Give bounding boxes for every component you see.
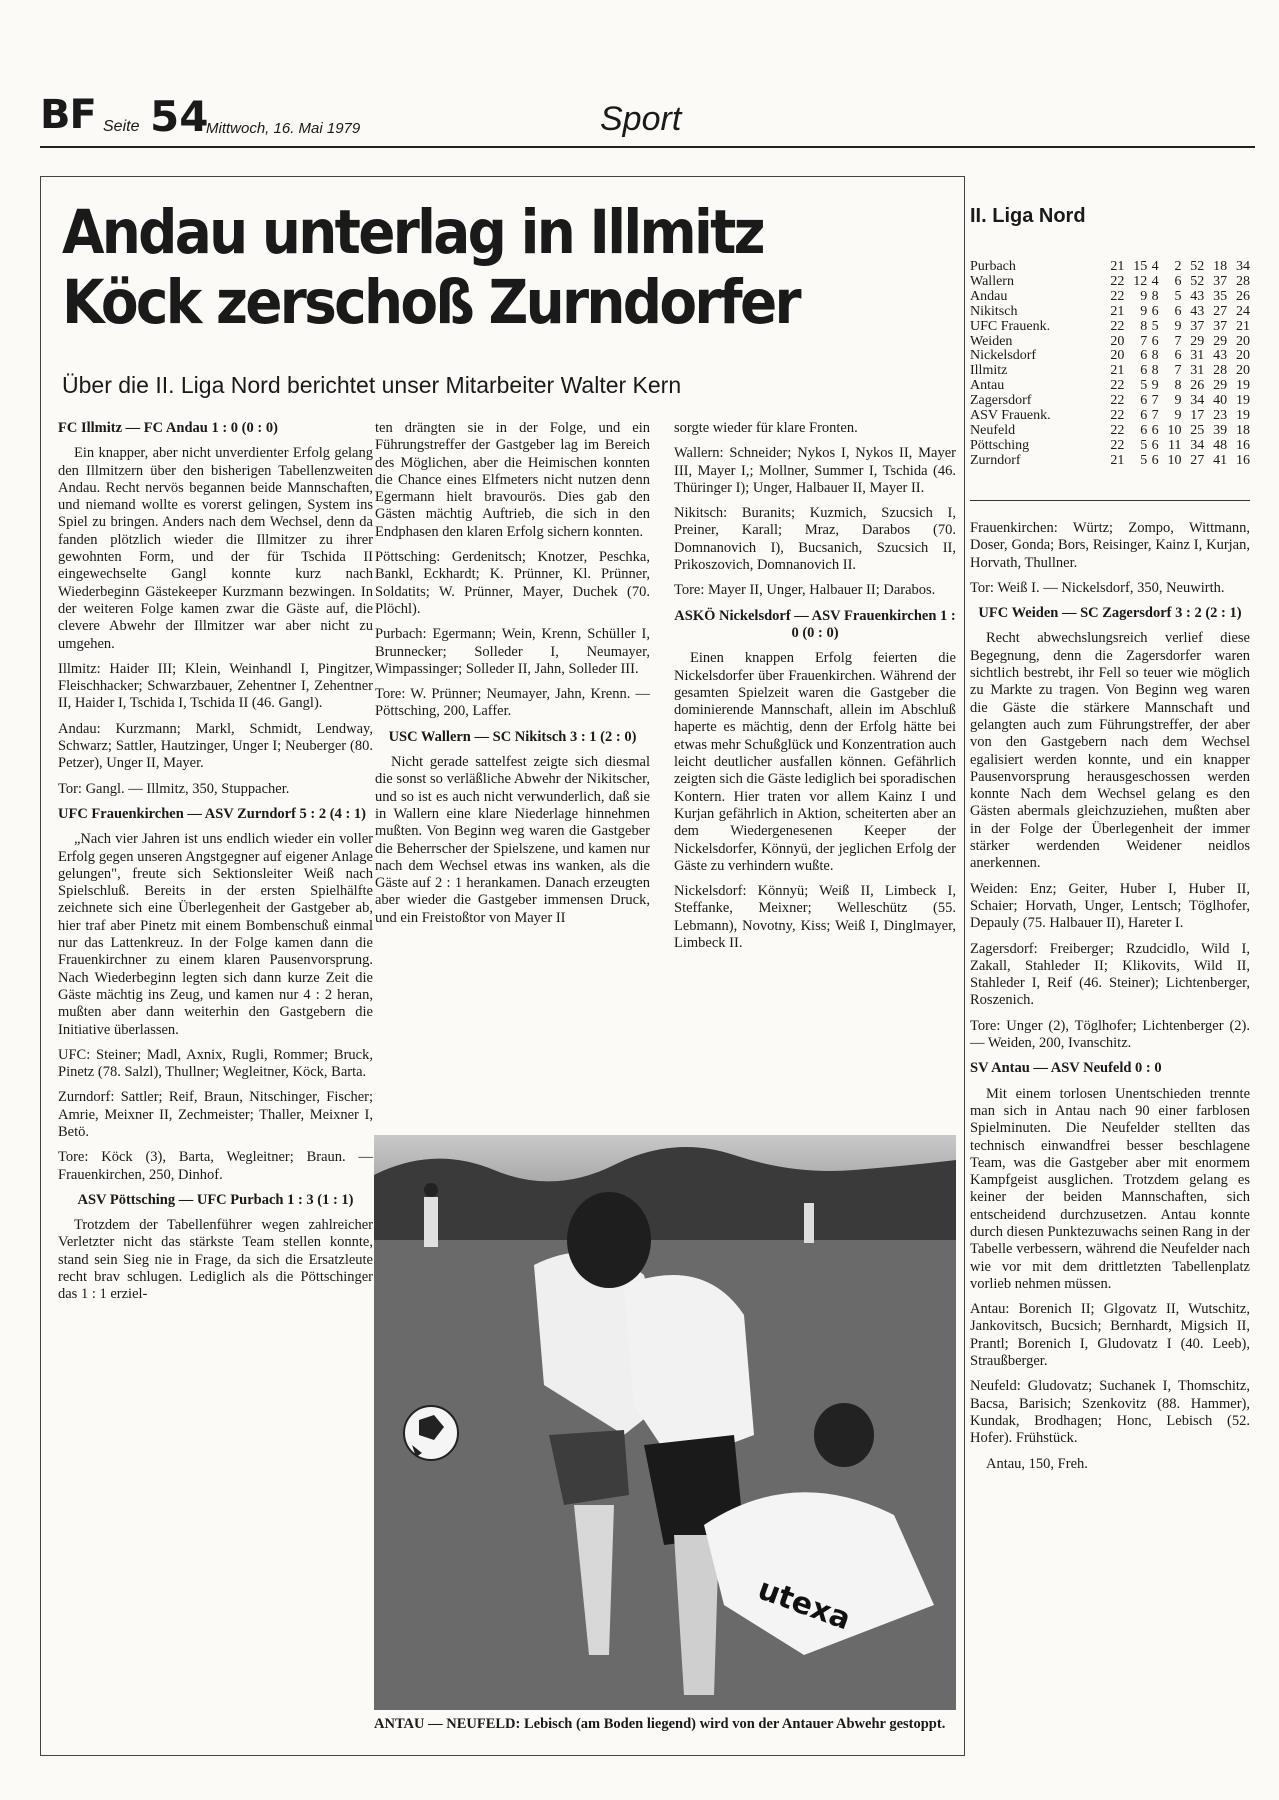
table-cell: 8	[1151, 363, 1159, 379]
table-row	[970, 335, 1250, 350]
team-name: Nickelsdorf	[970, 348, 1037, 364]
column-4	[970, 520, 1250, 1481]
team-name: Andau	[970, 288, 1008, 304]
table-row	[970, 424, 1250, 439]
newspaper-logo: BF	[40, 92, 96, 138]
table-cell: 29	[1190, 333, 1205, 349]
lineup: Pöttsching: Gerdenitsch; Knotzer, Peschka, Bankl, Eckhardt; K. Prünner, Kl. Prünner, Soldatits; W. Prünner, Mayer, Duchek (70. Plöchl).	[375, 549, 650, 617]
team-name: Wallern	[970, 273, 1014, 289]
venue-line: Antau, 150, Freh.	[986, 1455, 1088, 1472]
table-cell: 5	[1140, 437, 1148, 453]
team-name: UFC Frauenk.	[970, 318, 1051, 334]
goals-line: Tore: W. Prünner; Neumayer, Jahn, Krenn. — Pöttsching, 200, Laffer.	[375, 686, 650, 720]
table-cell: 12	[1133, 273, 1148, 289]
team-name: Pöttsching	[970, 437, 1030, 453]
table-cell: 24	[1236, 303, 1250, 319]
table-cell: 20	[1110, 333, 1125, 349]
table-cell: 9	[1174, 318, 1182, 334]
table-cell: 6	[1174, 348, 1182, 364]
headline-line-2: Köck zerschoß Zurndorfer	[62, 267, 799, 338]
table-cell: 27	[1213, 303, 1228, 319]
table-cell: 9	[1140, 288, 1148, 304]
table-cell: 43	[1190, 288, 1205, 304]
match-heading: SV Antau — ASV Neufeld 0 : 0	[970, 1060, 1162, 1077]
goals-line: Tore: Unger (2), Töglhofer; Lichtenberger (2). — Weiden, 200, Ivanschitz.	[970, 1017, 1250, 1052]
table-cell: 22	[1110, 393, 1125, 409]
table-row	[970, 275, 1250, 290]
table-cell: 6	[1151, 422, 1159, 438]
table-cell: 5	[1140, 378, 1148, 394]
table-cell: 28	[1213, 363, 1228, 379]
column-1	[58, 420, 373, 1312]
match-heading: UFC Frauenkirchen — ASV Zurndorf 5 : 2 (4 : 1)	[58, 805, 366, 822]
table-cell: 22	[1110, 273, 1125, 289]
lineup: Nickelsdorf: Könnyü; Weiß II, Limbeck I, Steffanke, Meixner; Welleschütz (55. Lebmann), Novotny, Kiss; Weiß I, Dinglmayer, Limbeck II.	[674, 883, 956, 952]
table-cell: 6	[1151, 303, 1159, 319]
team-name: Neufeld	[970, 422, 1016, 438]
table-cell: 5	[1151, 318, 1159, 334]
table-cell: 34	[1190, 437, 1205, 453]
match-report: ten drängten sie in der Folge, und ein Führungstreffer der Gastgeber lag im Bereich des Möglichen, aber die Heimischen konnten die Chance eines Elfmeters nicht nutzen denn Egermann hielt bravourös. Dies gab den Gästen mächtig Auftrieb, die sich in den Endphasen den klaren Erfolg sichern konnten.	[375, 420, 650, 540]
table-row	[970, 409, 1250, 424]
header-rule	[40, 146, 1255, 148]
table-cell: 6	[1140, 348, 1148, 364]
table-row	[970, 320, 1250, 335]
table-row	[970, 260, 1250, 275]
lineup: Wallern: Schneider; Nykos I, Nykos II, Mayer III, Mayer I,; Mollner, Summer I, Tschida (46. Thüringer I); Unger, Halbauer II, Mayer II.	[674, 445, 956, 496]
match-heading: FC Illmitz — FC Andau 1 : 0 (0 : 0)	[58, 420, 278, 436]
table-cell: 48	[1213, 437, 1228, 453]
table-cell: 7	[1151, 408, 1159, 424]
table-cell: 4	[1151, 273, 1159, 289]
table-cell: 6	[1151, 437, 1159, 453]
table-cell: 7	[1174, 333, 1182, 349]
table-cell: 21	[1110, 303, 1125, 319]
table-cell: 22	[1110, 422, 1125, 438]
match-heading: ASV Pöttsching — UFC Purbach 1 : 3 (1 : 1)	[77, 1191, 354, 1208]
goals-line: Tore: Mayer II, Unger, Halbauer II; Darabos.	[674, 582, 936, 599]
match-photo	[374, 1135, 956, 1710]
table-cell: 4	[1151, 259, 1159, 274]
table-cell: 6	[1140, 363, 1148, 379]
team-name: Weiden	[970, 333, 1013, 349]
table-cell: 6	[1140, 408, 1148, 424]
table-cell: 22	[1110, 288, 1125, 304]
table-cell: 22	[1110, 318, 1125, 334]
table-cell: 9	[1151, 378, 1159, 394]
table-cell: 31	[1190, 363, 1205, 379]
table-row	[970, 454, 1250, 469]
lineup: Antau: Borenich II; Glgovatz II, Wutschitz, Jankovitsch, Bucsich; Bernhardt, Migsich II, Prantl; Borenich I, Gludovatz I (40. Leeb), Straußberger.	[970, 1301, 1250, 1370]
lineup: Illmitz: Haider III; Klein, Weinhandl I, Pingitzer, Fleischhacker; Schwarzbauer, Zehentner I, Zehentner II, Haider I, Tschida I, Tschida II (46. Gangl).	[58, 660, 373, 712]
team-name: Antau	[970, 378, 1005, 394]
table-cell: 6	[1174, 303, 1182, 319]
table-cell: 9	[1174, 408, 1182, 424]
table-cell: 15	[1133, 259, 1148, 274]
table-cell: 26	[1236, 288, 1250, 304]
table-cell: 5	[1174, 288, 1182, 304]
table-row	[970, 349, 1250, 364]
table-cell: 34	[1236, 259, 1250, 274]
table-cell: 2	[1174, 259, 1182, 274]
table-row	[970, 364, 1250, 379]
table-cell: 21	[1110, 452, 1125, 468]
table-cell: 43	[1213, 348, 1228, 364]
table-cell: 35	[1213, 288, 1228, 304]
table-cell: 11	[1167, 437, 1182, 453]
page-number: 54	[150, 92, 209, 141]
section-title: Sport	[600, 100, 682, 138]
match-report: Ein knapper, aber nicht unverdienter Erfolg gelang den Illmitzern über den bisherigen Tabellenzweiten Andau. Recht nervös begannen beide Mannschaften, und niemand wollte es vorerst gelingen, System ins Spiel zu bringen. Anders nach dem Wechsel, denn da fanden plötzlich wieder die Illmitzer zu ihrer gewohnten Form, und der für Tschida II eingewechselte Gangl konnte kurz nach Wiederbeginn Gästekeeper Kurzmann bezwingen. In der weiteren Folge kamen zwar die Gäste auf, die clevere Abwehr der Illmitzer war aber nicht zu umgehen.	[58, 445, 373, 652]
football-photo-illustration	[374, 1135, 956, 1710]
table-cell: 20	[1236, 348, 1250, 364]
lineup: Zagersdorf: Freiberger; Rzudcidlo, Wild I, Zakall, Stahleder II; Klikovits, Wild II, Stahleder I, Reif (46. Steiner); Lichtenberger, Roszenich.	[970, 940, 1250, 1009]
table-cell: 31	[1190, 348, 1205, 364]
table-cell: 18	[1213, 259, 1228, 274]
table-cell: 22	[1110, 378, 1125, 394]
table-cell: 16	[1236, 452, 1250, 468]
table-rule	[970, 500, 1250, 501]
team-name: Nikitsch	[970, 303, 1018, 319]
table-row	[970, 394, 1250, 409]
column-3	[674, 420, 956, 960]
page-label: Seite	[103, 118, 140, 135]
subheadline: Über die II. Liga Nord berichtet unser Mitarbeiter Walter Kern	[62, 372, 682, 398]
team-name: Zurndorf	[970, 452, 1021, 468]
match-report: Mit einem torlosen Unentschieden trennte man sich in Antau nach 90 einer farblosen Spielminuten. Die Neufelder stellten das technisch einwandfrei besser beschlagene Team, was die Gastgeber aber mit enormem Kampfgeist ausglichen. Trotzdem gelang es keiner der beiden Mannschaften, sich entscheidend durchzusetzen. Antau konnte durch diesen Punktezuwachs seinen Rang in der Tabelle verbessern, während die Neufelder nach wie vor mit dem drittletzten Tabellenplatz vorlieb nehmen müssen.	[970, 1085, 1250, 1292]
league-table	[970, 260, 1250, 469]
table-row	[970, 305, 1250, 320]
table-cell: 37	[1213, 318, 1228, 334]
table-cell: 40	[1213, 393, 1228, 409]
team-name: Zagersdorf	[970, 393, 1032, 409]
table-cell: 20	[1110, 348, 1125, 364]
table-cell: 39	[1213, 422, 1228, 438]
table-cell: 52	[1190, 273, 1205, 289]
team-name: Purbach	[970, 259, 1016, 274]
table-cell: 10	[1167, 422, 1182, 438]
table-cell: 28	[1236, 273, 1250, 289]
table-cell: 6	[1151, 333, 1159, 349]
goals-line: Tor: Weiß I. — Nickelsdorf, 350, Neuwirth.	[970, 579, 1225, 596]
table-cell: 19	[1236, 378, 1250, 394]
table-cell: 6	[1140, 422, 1148, 438]
lineup: Neufeld: Gludovatz; Suchanek I, Thomschitz, Bacsa, Barisich; Szenkovitz (88. Hammer), Kundak, Brodhagen; Honc, Lebisch (52. Hofer). Frühstück.	[970, 1378, 1250, 1447]
table-row	[970, 439, 1250, 454]
lineup: Weiden: Enz; Geiter, Huber I, Huber II, Schaier; Horvath, Unger, Lentsch; Töglhofer, Depauly (75. Halbauer II), Hareter I.	[970, 880, 1250, 932]
table-cell: 8	[1174, 378, 1182, 394]
table-cell: 52	[1190, 259, 1205, 274]
table-cell: 22	[1110, 408, 1125, 424]
column-2	[375, 420, 650, 935]
table-cell: 34	[1190, 393, 1205, 409]
table-cell: 37	[1213, 273, 1228, 289]
table-cell: 7	[1174, 363, 1182, 379]
issue-date: Mittwoch, 16. Mai 1979	[206, 120, 361, 137]
table-cell: 22	[1110, 437, 1125, 453]
table-cell: 9	[1174, 393, 1182, 409]
table-cell: 29	[1213, 333, 1228, 349]
table-cell: 20	[1236, 333, 1250, 349]
table-cell: 9	[1140, 303, 1148, 319]
table-cell: 8	[1151, 288, 1159, 304]
table-cell: 27	[1190, 452, 1205, 468]
table-cell: 18	[1236, 422, 1250, 438]
match-report: Trotzdem der Tabellenführer wegen zahlreicher Verletzter nicht das stärkste Team stellen konnte, stand sein Sieg nie in Frage, da sich die Ersatzleute recht brav schlugen. Lediglich als die Pöttschinger das 1 : 1 erziel-	[58, 1217, 373, 1303]
table-cell: 8	[1140, 318, 1148, 334]
lineup: Zurndorf: Sattler; Reif, Braun, Nitschinger, Fischer; Amrie, Meixner II, Zechmeister; Thaller, Meixner I, Betö.	[58, 1089, 373, 1140]
table-cell: 20	[1236, 363, 1250, 379]
match-report: Recht abwechslungsreich verlief diese Begegnung, denn die Zagersdorfer waren sichtlich bestrebt, ihr Fell so teuer wie möglich zu Markte zu tragen. Von Beginn weg waren die Gäste die stärkere Mannschaft und gelangten auch zum Führungstreffer, der aber von den Gastgebern nach dem Wechsel egalisiert werden konnte, und ein knapper Pausenvorsprung herausgeschossen werden konnte Nach dem Wechsel gelang es den Gästen abermals gleichzuziehen, mußten aber in der Folge der Überlegenheit der immer stärker werdenden Weidener neidlos anerkennen.	[970, 630, 1250, 872]
table-cell: 6	[1140, 393, 1148, 409]
goals-line: Tor: Gangl. — Illmitz, 350, Stuppacher.	[58, 780, 290, 797]
table-cell: 16	[1236, 437, 1250, 453]
table-cell: 8	[1151, 348, 1159, 364]
table-cell: 23	[1213, 408, 1228, 424]
table-cell: 7	[1151, 393, 1159, 409]
team-name: Illmitz	[970, 363, 1008, 379]
table-cell: 21	[1110, 363, 1125, 379]
match-report: sorgte wieder für klare Fronten.	[674, 420, 858, 436]
table-cell: 25	[1190, 422, 1205, 438]
table-cell: 21	[1236, 318, 1250, 334]
table-cell: 7	[1140, 333, 1148, 349]
table-cell: 43	[1190, 303, 1205, 319]
shirt-lettering: utexa	[753, 1571, 856, 1638]
goals-line: Tore: Köck (3), Barta, Wegleitner; Braun. — Frauenkirchen, 250, Dinhof.	[58, 1149, 373, 1183]
photo-caption: ANTAU — NEUFELD: Lebisch (am Boden liegend) wird von der Antauer Abwehr gestoppt.	[374, 1716, 946, 1732]
match-heading: UFC Weiden — SC Zagersdorf 3 : 2 (2 : 1)	[978, 605, 1242, 622]
table-cell: 21	[1110, 259, 1125, 274]
table-cell: 19	[1236, 393, 1250, 409]
table-cell: 26	[1190, 378, 1205, 394]
table-cell: 41	[1213, 452, 1228, 468]
lineup: Nikitsch: Buranits; Kuzmich, Szucsich I, Preiner, Karall; Mraz, Darabos (70. Domnanovich I), Bucsanich, Szucsich II, Prikoszovich, Domnanovich II.	[674, 505, 956, 574]
lineup: Frauenkirchen: Würtz; Zompo, Wittmann, Doser, Gonda; Bors, Reisinger, Kainz I, Kurjan, Horvath, Thullner.	[970, 520, 1250, 571]
headline-line-1: Andau unterlag in Illmitz	[62, 197, 763, 268]
match-report: Nicht gerade sattelfest zeigte sich diesmal die sonst so verläßliche Abwehr der Nikitscher, und so ist es auch nicht verwunderlich, daß sie in Wallern eine klare Niederlage hinnehmen mußten. Von Beginn weg waren die Gastgeber die Beherrscher der Spielszene, und kamen nur nach dem Wechsel etwas ins wanken, als die Gäste auf 2 : 1 herankamen. Danach erzeugten aber wieder die Gastgeber immensen Druck, und ein Freistoßtor von Mayer II	[375, 754, 650, 926]
match-report: „Nach vier Jahren ist uns endlich wieder ein voller Erfolg gegen unseren Angstgegner auf eigener Anlage gelungen", freute sich Sektionsleiter Weiß nach Spielschluß. Bereits in der ersten Spielhälfte zeichnete sich eine Überlegenheit der Gastgeber ab, hier traf aber Pinetz mit einem Bombenschuß einmal nur das Lattenkreuz. In der Folge kamen dann die Frauenkirchner zu einem klaren Pausenvorsprung. Nach Wiederbeginn legten sich dann kurze Zeit die Gäste mächtig ins Zeug, und kamen nur 4 : 2 heran, mußten aber dann weiterhin den Gastgebern die Initiative überlassen.	[58, 831, 373, 1038]
table-cell: 37	[1190, 318, 1205, 334]
table-cell: 5	[1140, 452, 1148, 468]
lineup: Purbach: Egermann; Wein, Krenn, Schüller I, Brunnecker; Solleder I, Neumayer, Wimpassinger; Solleder II, Jahn, Solleder III.	[375, 626, 650, 677]
table-cell: 10	[1167, 452, 1182, 468]
headline	[62, 198, 854, 338]
league-table-title: II. Liga Nord	[970, 205, 1086, 227]
team-name: ASV Frauenk.	[970, 408, 1051, 424]
lineup: Andau: Kurzmann; Markl, Schmidt, Lendway, Schwarz; Sattler, Hautzinger, Unger I; Neuberger (80. Petzer), Unger II, Mayer.	[58, 720, 373, 772]
lineup: UFC: Steiner; Madl, Axnix, Rugli, Rommer; Bruck, Pinetz (78. Salzl), Thullner; Wegleitner, Köck, Barta.	[58, 1046, 373, 1081]
match-heading: ASKÖ Nickelsdorf — ASV Frauenkirchen 1 : 0 (0 : 0)	[674, 607, 956, 641]
table-cell: 6	[1151, 452, 1159, 468]
table-cell: 19	[1236, 408, 1250, 424]
table-row	[970, 290, 1250, 305]
table-row	[970, 379, 1250, 394]
table-cell: 6	[1174, 273, 1182, 289]
match-report: Einen knappen Erfolg feierten die Nickelsdorfer über Frauenkirchen. Während der gesamten Spielzeit waren die Gastgeber die dominierende Mannschaft, allein im Abschluß haperte es mächtig, denn der Erfolg hätte bei etwas mehr Schußglück und Konzentration auch leicht deutlicher ausfallen können. Gefährlich zeigten sich die Gäste lediglich bei sporadischen Kontern. Hier traten vor allem Kainz I und Kurjan gefährlich in Aktion, scheiterten aber an dem Wiedergenesenen Keeper der Nickelsdorfer, Könnyü, der jeglichen Erfolg der Gäste zu verhindern wußte.	[674, 650, 956, 874]
table-cell: 17	[1190, 408, 1205, 424]
match-heading: USC Wallern — SC Nikitsch 3 : 1 (2 : 0)	[388, 728, 637, 745]
table-cell: 29	[1213, 378, 1228, 394]
